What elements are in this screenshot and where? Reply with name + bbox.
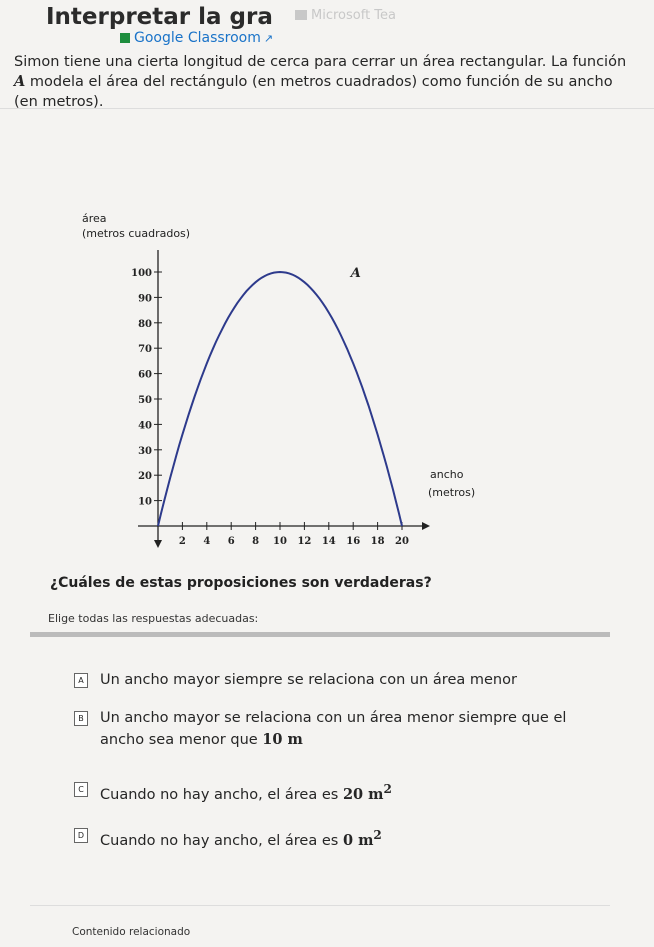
choice-b[interactable]	[74, 707, 570, 751]
choice-a[interactable]	[74, 669, 570, 691]
function-name: A	[14, 73, 26, 90]
checkbox-c[interactable]: C	[74, 782, 88, 797]
choice-d-text	[100, 824, 570, 852]
x-tick-label: 8	[252, 536, 260, 547]
y-tick-label: 30	[138, 445, 152, 457]
y-tick-label: 80	[138, 318, 152, 330]
x-tick-label: 16	[346, 536, 361, 547]
y-tick-label: 60	[138, 369, 152, 381]
y-tick-label: 50	[138, 395, 152, 406]
choice-c-label: Cuando no hay ancho, el área es	[100, 786, 343, 803]
x-tick-label: 12	[297, 536, 312, 547]
problem-text-1: Simon tiene una cierta longitud de cerca para cerrar un área rectangular. La función	[14, 54, 627, 70]
checkbox-a[interactable]: A	[74, 673, 88, 688]
choice-c-math: 20 m	[342, 785, 384, 803]
microsoft-teams-icon	[295, 10, 307, 20]
footer-divider	[30, 905, 610, 906]
y-tick-label: 20	[138, 471, 152, 483]
y-axis-label: área	[82, 212, 107, 225]
choice-d-sup: 2	[373, 828, 382, 842]
choice-d-label: Cuando no hay ancho, el área es	[100, 832, 343, 849]
problem-text-2: modela el área del rectángulo (en metros cuadrados) como función de su ancho (en metros).	[14, 74, 613, 110]
x-axis-arrow	[422, 522, 430, 530]
y-tick-label: 70	[138, 344, 152, 356]
x-tick-label: 4	[203, 536, 211, 547]
series-line-A	[158, 272, 402, 526]
choice-a-text: Un ancho mayor siempre se relaciona con un área menor	[100, 672, 517, 688]
instruction-text: Elige todas las respuestas adecuadas:	[48, 612, 259, 625]
related-content-link[interactable]: Contenido relacionado	[72, 926, 191, 938]
question-text: ¿Cuáles de estas proposiciones son verdaderas?	[50, 575, 432, 591]
checkbox-b[interactable]: B	[74, 711, 88, 726]
y-tick-label: 40	[138, 420, 152, 432]
problem-statement	[14, 52, 634, 112]
y-axis-arrow	[154, 540, 162, 548]
choice-c-text	[100, 778, 570, 806]
area-chart	[70, 206, 510, 566]
choice-c[interactable]	[74, 778, 570, 806]
x-axis-label: ancho	[430, 468, 464, 481]
microsoft-teams-label: Microsoft Tea	[311, 8, 396, 23]
checkbox-d[interactable]: D	[74, 828, 88, 843]
choice-b-math: 10 m	[262, 731, 303, 748]
y-tick-label: 10	[138, 496, 152, 508]
external-link-icon: ↗	[263, 32, 274, 45]
google-classroom-link[interactable]	[120, 30, 273, 46]
choice-d-math: 0 m	[342, 831, 374, 849]
google-classroom-icon	[120, 33, 130, 43]
x-tick-label: 6	[227, 536, 235, 547]
choice-c-sup: 2	[383, 782, 392, 796]
series-label: A	[350, 266, 361, 282]
y-axis-label-unit: (metros cuadrados)	[82, 227, 191, 240]
x-tick-label: 18	[370, 536, 385, 547]
x-tick-label: 20	[395, 536, 409, 547]
microsoft-teams-link[interactable]	[295, 8, 396, 23]
x-tick-label: 14	[321, 536, 336, 547]
google-classroom-label: Google Classroom	[134, 30, 261, 46]
page-title: Interpretar la gra	[46, 4, 273, 30]
y-tick-label: 100	[131, 268, 152, 279]
section-divider	[30, 632, 610, 637]
x-tick-label: 10	[273, 536, 287, 547]
choice-d[interactable]	[74, 824, 570, 852]
choice-b-label: Un ancho mayor se relaciona con un área menor siempre que el ancho sea menor que	[100, 710, 567, 748]
choice-b-text	[100, 707, 570, 751]
x-tick-label: 2	[178, 536, 186, 547]
y-tick-label: 90	[138, 293, 152, 305]
x-axis-label-unit: (metros)	[428, 486, 476, 499]
